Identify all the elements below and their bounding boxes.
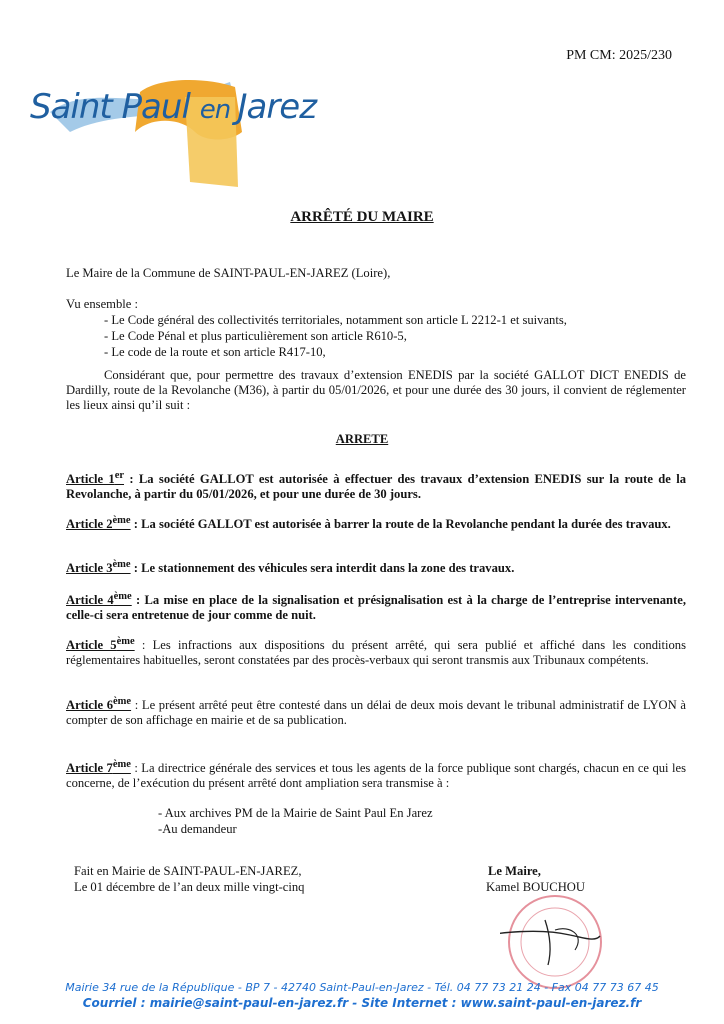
article-5: Article 5ème : Les infractions aux dispositions du présent arrêté, qui sera publié et affiché dans les conditions réglementaires habituelles, seront constatées par des procès-verbaux qui seront transmis aux Tribunaux compétents.	[66, 636, 686, 668]
page-title: ARRÊTÉ DU MAIRE	[290, 209, 434, 225]
footer-contact: Courriel : mairie@saint-paul-en-jarez.fr - Site Internet : www.saint-paul-en-jarez.fr	[82, 996, 642, 1010]
document-reference: PM CM: 2025/230	[566, 48, 672, 63]
article-1: Article 1er : La société GALLOT est autorisée à effectuer des travaux d’extension ENEDIS sur la route de la Revolanche, à partir du 05/01/2026, et pour une durée de 30 jours.	[66, 470, 686, 502]
vu-item: - Le code de la route et son article R417-10,	[104, 345, 326, 359]
fait-line-2: Le 01 décembre de l’an deux mille vingt-cinq	[74, 880, 305, 894]
logo-text: Saint Paul en Jarez	[30, 87, 317, 127]
maire-title: Le Maire,	[488, 864, 541, 878]
footer-address: Mairie 34 rue de la République - BP 7 - 42740 Saint-Paul-en-Jarez - Tél. 04 77 73 21 24 - Fax 04 77 73 67 45	[65, 981, 659, 994]
vu-item: - Le Code Pénal et plus particulièrement son article R610-5,	[104, 329, 407, 343]
article-6: Article 6ème : Le présent arrêté peut être contesté dans un délai de deux mois devant le tribunal administratif de LYON à compter de son affichage en mairie et de sa publication.	[66, 696, 686, 728]
arrete-heading: ARRETE	[335, 432, 389, 446]
article-4: Article 4ème : La mise en place de la signalisation et présignalisation est à la charge de l’entreprise intervenante, celle-ci sera entretenue de jour comme de nuit.	[66, 591, 686, 623]
commune-logo	[30, 72, 317, 202]
vu-item: - Le Code général des collectivités territoriales, notamment son article L 2212-1 et suivants,	[104, 313, 567, 327]
recipient-item: -Au demandeur	[158, 822, 237, 836]
article-2: Article 2ème : La société GALLOT est autorisée à barrer la route de la Revolanche pendant la durée des travaux.	[66, 515, 671, 532]
article-7: Article 7ème : La directrice générale des services et tous les agents de la force publique sont chargés, chacun en ce qui les concerne, de l’exécution du présent arrêté dont ampliation sera transmise à :	[66, 759, 686, 791]
article-3: Article 3ème : Le stationnement des véhicules sera interdit dans la zone des travaux.	[66, 559, 515, 576]
considerant: Considérant que, pour permettre des travaux d’extension ENEDIS par la société GALLOT DICT ENEDIS de Dardilly, route de la Revolanche (M36), à partir du 05/01/2026, et pour une durée des 30 jours, il convient de réglementer les lieux ainsi qu’il suit :	[66, 368, 686, 412]
maire-name: Kamel BOUCHOU	[486, 880, 585, 894]
vu-ensemble: Vu ensemble :	[66, 297, 138, 311]
intro: Le Maire de la Commune de SAINT-PAUL-EN-JAREZ (Loire),	[66, 266, 391, 280]
recipient-item: - Aux archives PM de la Mairie de Saint Paul En Jarez	[158, 806, 433, 820]
fait-line-1: Fait en Mairie de SAINT-PAUL-EN-JAREZ,	[74, 864, 302, 878]
